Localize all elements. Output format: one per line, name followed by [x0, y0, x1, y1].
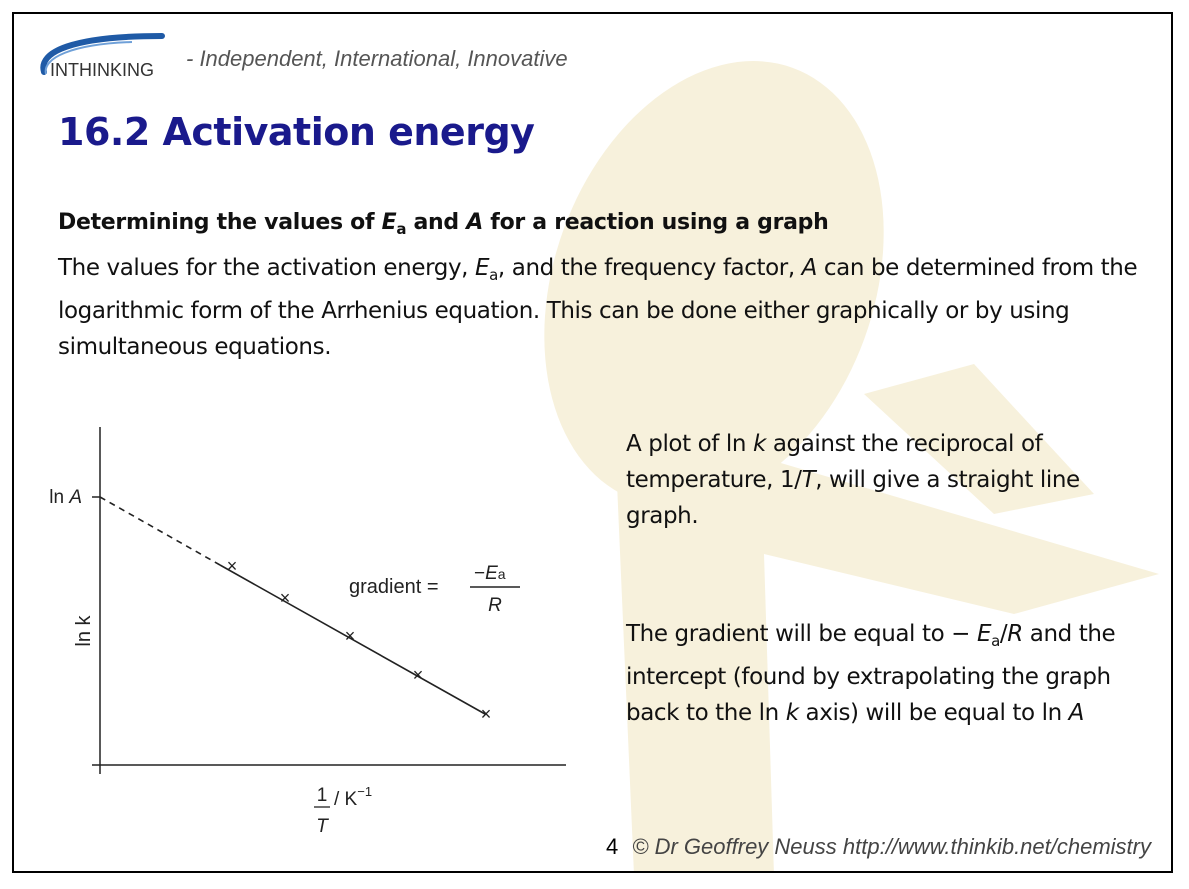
data-point: × — [226, 556, 238, 576]
svg-text:R: R — [488, 595, 502, 616]
inthinking-logo — [32, 28, 202, 82]
intercept-label: ln A — [49, 487, 82, 508]
svg-text:1: 1 — [316, 785, 328, 806]
logo-text: INTHINKING — [50, 60, 155, 80]
footer — [606, 834, 1151, 860]
subheading: Determining the values of $E_a$ and A for a reaction using a graph — [58, 210, 829, 238]
plot-description: A plot of ln k against the reciprocal of temperature, 1/T, will give a straight line graph. — [626, 431, 1080, 529]
data-point: × — [344, 626, 356, 646]
page-number: 4 — [606, 834, 619, 859]
svg-text:−Ea: −Ea — [474, 563, 506, 584]
arrhenius-graph — [34, 419, 594, 859]
data-point: × — [480, 704, 492, 724]
x-axis-label — [314, 784, 372, 837]
data-point: × — [412, 665, 424, 685]
extrapolation-line — [100, 497, 220, 565]
page-title: 16.2 Activation energy — [58, 110, 535, 154]
gradient-description: The gradient will be equal to − $E_a/R$ and the intercept (found by extrapolating the graph back to the ln k axis) will be equal to ln A — [626, 621, 1116, 726]
intro-paragraph: The values for the activation energy, $E_a$, and the frequency factor, A can be determined from the logarithmic form of the Arrhenius equation. This can be done either graphically or by using simultaneous equations. — [58, 255, 1138, 360]
y-axis-label: ln k — [73, 615, 95, 647]
gradient-label — [349, 563, 520, 616]
slide — [12, 12, 1173, 873]
svg-text:/ K−1: / $K^{-1}$ — [334, 784, 373, 810]
tagline: - Independent, International, Innovative — [186, 46, 568, 71]
data-point: × — [279, 588, 291, 608]
copyright: © Dr Geoffrey Neuss http://www.thinkib.net/chemistry — [632, 834, 1151, 859]
svg-text:T: T — [316, 816, 328, 837]
svg-text:gradient =: gradient = — [349, 576, 439, 598]
